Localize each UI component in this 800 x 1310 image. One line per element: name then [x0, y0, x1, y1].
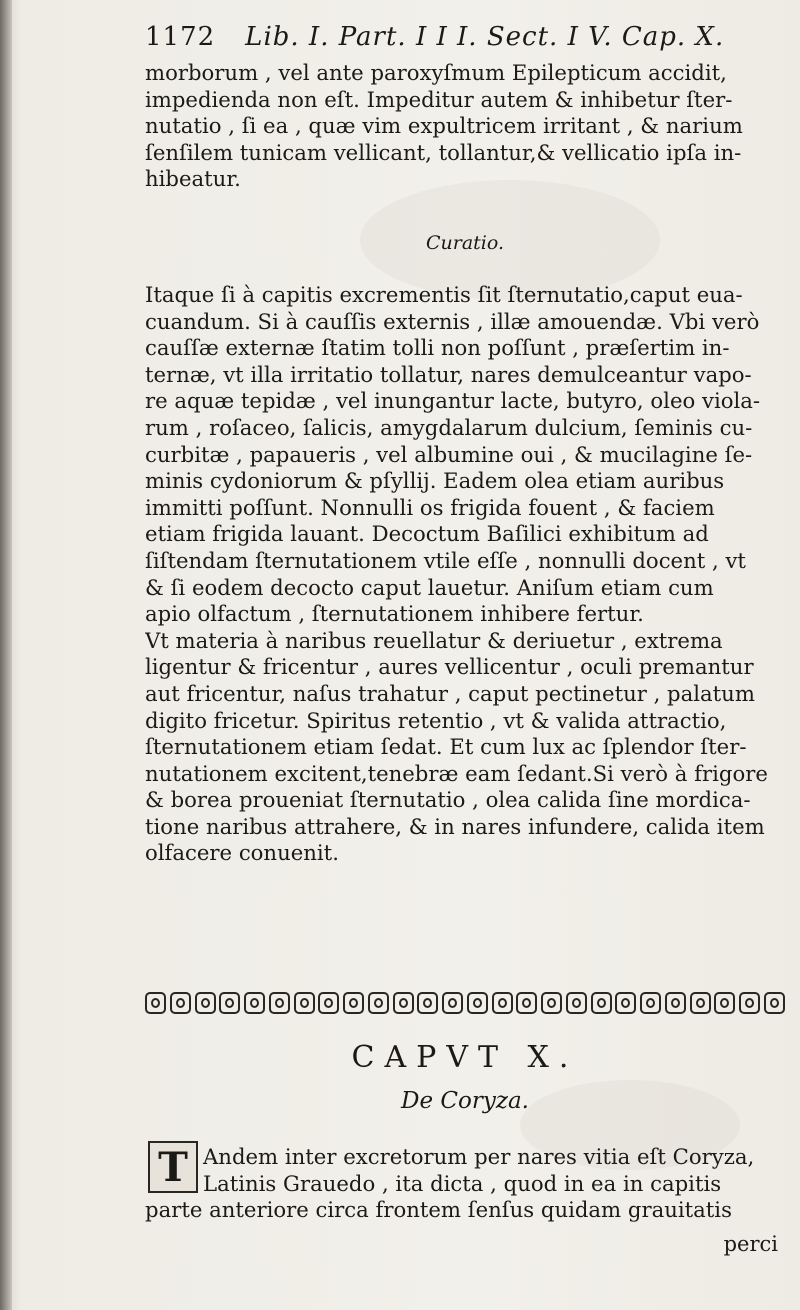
page-number: 1172: [145, 22, 216, 52]
text-line: ſenſilem tunicam vellicant, tollantur,& vellicatio ipſa in-: [145, 139, 742, 165]
text-line: curbitæ , papaueris , vel albumine oui , & mucilagine ſe-: [145, 441, 753, 467]
text-line: morborum , vel ante paroxyſmum Epilepticum accidit,: [145, 60, 727, 85]
text-line: cauſſæ externæ ſtatim tolli non poſſunt , præſertim in-: [145, 335, 730, 361]
fleuron-ornament: [244, 992, 265, 1014]
fleuron-ornament: [665, 992, 686, 1014]
fleuron-ornament: [269, 992, 290, 1014]
text-line: Latinis Grauedo , ita dicta , quod in ea in capitis: [203, 1170, 722, 1196]
fleuron-ornament: [467, 992, 488, 1014]
fleuron-ornament: [714, 992, 735, 1014]
fleuron-ornament: [690, 992, 711, 1014]
fleuron-ornament: [640, 992, 661, 1014]
text-line: hibeatur.: [145, 166, 241, 192]
text-line: re aquæ tepidæ , vel inungantur lacte, butyro, oleo viola-: [145, 388, 761, 414]
text-line: ſternutationem etiam ſedat. Et cum lux ac ſplendor ſter-: [145, 734, 747, 760]
fleuron-ornament: [541, 992, 562, 1014]
text-line: Itaque ſi à capitis excrementis ſit ſternutatio,caput eua-: [145, 282, 743, 307]
text-line: ligentur & fricentur , aures vellicentur , oculi premantur: [145, 654, 754, 680]
fleuron-ornament: [566, 992, 587, 1014]
fleuron-ornament: [764, 992, 785, 1014]
text-line: immitti poſſunt. Nonnulli os frigida fouent , & faciem: [145, 494, 715, 520]
running-title: Lib. I. Part. I I I. Sect. I V. Cap. X.: [245, 22, 725, 52]
text-line: ternæ, vt illa irritatio tollatur, nares demulceantur vapo-: [145, 361, 752, 387]
paragraph-curatio: [145, 282, 785, 867]
catchword: perci: [723, 1232, 778, 1256]
chapter-title: CAPVT X.: [351, 1040, 579, 1075]
fleuron-ornament: [591, 992, 612, 1014]
text-line: cuandum. Si à cauſſis externis , illæ amouendæ. Vbi verò: [145, 308, 760, 334]
chapter-subtitle: De Coryza.: [401, 1088, 529, 1114]
text-line: etiam frigida lauant. Decoctum Baſilici exhibitum ad: [145, 521, 709, 547]
text-line: impedienda non eſt. Impeditur autem & inhibetur ſter-: [145, 86, 733, 112]
decorated-initial: T: [148, 1141, 198, 1193]
fleuron-ornament: [195, 992, 216, 1014]
text-line: Vt materia à naribus reuellatur & deriuetur , extrema: [145, 627, 723, 653]
fleuron-ornament: [219, 992, 240, 1014]
text-line: aut fricentur, naſus trahatur , caput pectinetur , palatum: [145, 680, 755, 706]
fleuron-ornament: [170, 992, 191, 1014]
chapter-paragraph: [145, 1144, 785, 1224]
text-line: parte anteriore circa frontem ſenſus quidam grauitatis: [145, 1197, 732, 1223]
text-line: rum , roſaceo, ſalicis, amygdalarum dulcium, ſeminis cu-: [145, 414, 753, 440]
text-line: Andem inter excretorum per nares vitia eſt Coryza,: [203, 1144, 755, 1169]
text-line: tione naribus attrahere, & in nares infundere, calida item: [145, 813, 765, 839]
text-line: digito fricetur. Spiritus retentio , vt & valida attractio,: [145, 707, 727, 733]
text-line: & ſi eodem decocto caput lauetur. Aniſum etiam cum: [145, 574, 714, 600]
text-line: nutationem excitent,tenebræ eam ſedant.Si verò à frigore: [145, 760, 768, 786]
fleuron-ornament: [145, 992, 166, 1014]
ornamental-divider: [145, 990, 785, 1016]
text-line: nutatio , ſi ea , quæ vim expultricem irritant , & narium: [145, 113, 743, 139]
fleuron-ornament: [615, 992, 636, 1014]
text-line: olfacere conuenit.: [145, 840, 339, 866]
fleuron-ornament: [368, 992, 389, 1014]
fleuron-ornament: [739, 992, 760, 1014]
book-spine-shadow: [0, 0, 12, 1310]
text-line: ſiſtendam ſternutationem vtile eſſe , nonnulli docent , vt: [145, 547, 746, 573]
fleuron-ornament: [393, 992, 414, 1014]
text-line: apio olfactum , ſternutationem inhibere fertur.: [145, 601, 644, 627]
fleuron-ornament: [294, 992, 315, 1014]
section-heading-curatio: Curatio.: [425, 232, 505, 254]
paragraph-continuation: [145, 60, 785, 193]
fleuron-ornament: [516, 992, 537, 1014]
fleuron-ornament: [417, 992, 438, 1014]
text-line: minis cydoniorum & pſyllij. Eadem olea etiam auribus: [145, 468, 725, 494]
fleuron-ornament: [492, 992, 513, 1014]
text-line: & borea proueniat ſternutatio , olea calida ſine mordica-: [145, 787, 751, 813]
fleuron-ornament: [318, 992, 339, 1014]
fleuron-ornament: [442, 992, 463, 1014]
fleuron-ornament: [343, 992, 364, 1014]
